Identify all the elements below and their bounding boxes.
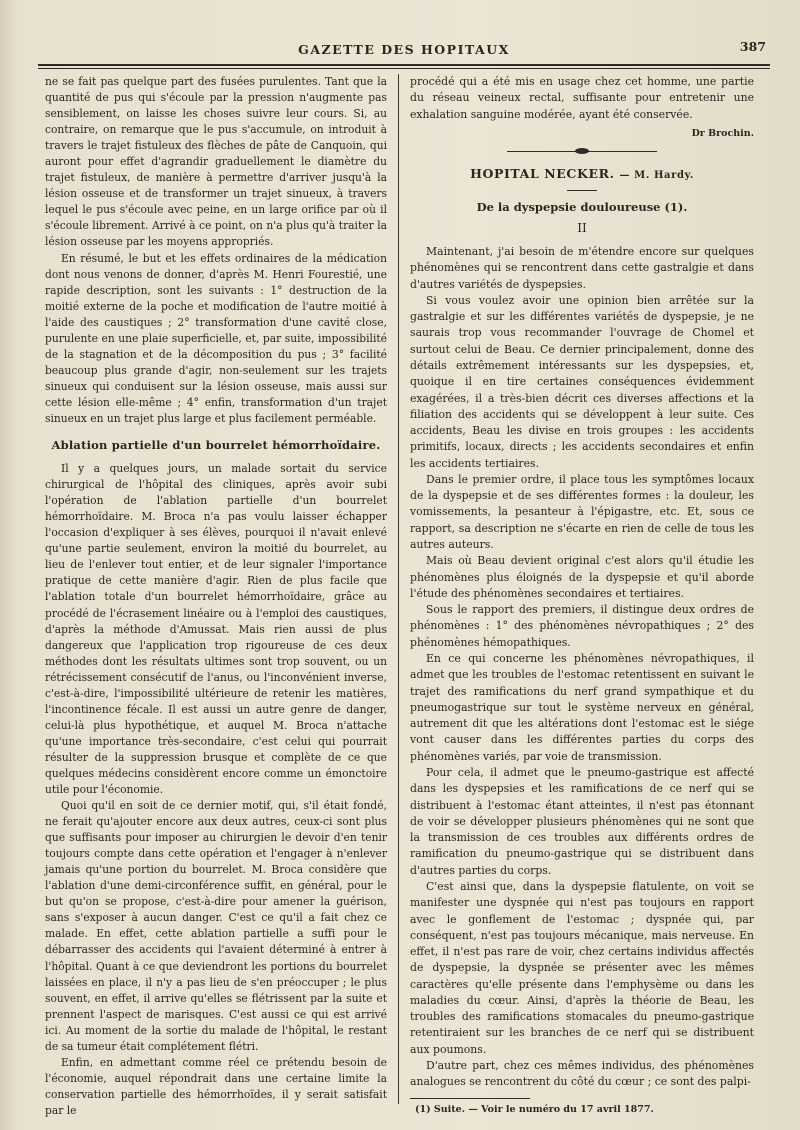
paragraph: D'autre part, chez ces mêmes individus, des phénomènes analogues se rencontrent du côté du cœur ; ce sont des palpi- <box>410 1059 754 1089</box>
paragraph: Quoi qu'il en soit de ce dernier motif, qui, s'il était fondé, ne ferait qu'ajouter encore aux deux autres, ceux-ci sont plus que suffisants pour imposer au chirurgien le devoir d'en tenir toujours compte dans cette opération et l'engager à n'enlever jamais qu'une portion du bourrelet. M. Broca considère que l'ablation d'une demi-circonférence suffit, en général, pour le but qu'on se propose, c'est-à-dire pour amener la guérison, sans s'exposer à aucun danger. C'est ce qu'il a fait chez ce malade. En effet, cette ablation partielle a suffi pour le débarrasser des accidents qui l'avaient déterminé à entrer à l'hôpital. Quant à ce que deviendront les portions du bourrelet laissées en place, il n'y a pas lieu de s'en préoccuper ; le plus souvent, en effet, il arrive qu'elles se flétrissent par la suite et prennent l'aspect de marisques. C'est aussi ce qui est arrivé ici. Au moment de la sortie du malade de l'hôpital, le restant de sa tumeur était complétement flétri. <box>45 799 387 1053</box>
paragraph: procédé qui a été mis en usage chez cet homme, une partie du réseau veineux rectal, suffisante pour entretenir une exhalation sanguine modérée, ayant été conservée. <box>410 75 754 121</box>
column-divider <box>398 74 399 1104</box>
page-number: 387 <box>739 39 766 54</box>
paragraph: ne se fait pas quelque part des fusées purulentes. Tant que la quantité de pus qui s'écoule par la pression n'augmente pas sensiblement, on laisse les choses suivre leur cours. Si, au contraire, on remarque que le pus s'accumule, on introduit à travers le trajet fistuleux des flèches de pâte de Canquoin, qui auront pour effet d'agrandir graduellement le diamètre du trajet fistuleux, de manière à permettre d'arriver jusqu'à la lésion osseuse et de transformer un trajet sinueux, à travers lequel le pus s'écoule avec peine, en un large orifice par où il s'écoule librement. Arrivé à ce point, on n'a plus qu'à traiter la lésion osseuse par les moyens appropriés. <box>45 75 387 249</box>
paragraph: Si vous voulez avoir une opinion bien arrêtée sur la gastralgie et sur les différentes variétés de dyspepsie, je ne saurais trop vous recommander l'ouvrage de Chomel et surtout celui de Beau. Ce dernier principalement, donne des détails extrêmement intéressants sur les dyspepsies, et, quoique il en tire certaines conséquences évidemment exagérées, il a très-bien décrit ces diverses affections et la filiation des accidents qui se développent à leur suite. Ces accidents, Beau les divise en trois groupes : les accidents primitifs, locaux, directs ; les accidents secondaires et enfin les accidents tertiaires. <box>410 293 754 470</box>
paragraph: Maintenant, j'ai besoin de m'étendre encore sur quelques phénomènes qui se rencontrent dans cette gastralgie et dans d'autres variétés de dyspepsies. <box>410 244 754 291</box>
lecture-title: De la dyspepsie douloureuse (1). <box>476 200 688 215</box>
page-header <box>38 36 770 66</box>
lecture-part: II <box>577 220 587 235</box>
footnote-rule <box>410 1098 530 1099</box>
short-divider <box>567 190 597 191</box>
hospital-doctor: — M. Hardy. <box>619 170 694 182</box>
paragraph: Enfin, en admettant comme réel ce prétendu besoin de l'économie, auquel répondrait dans une certaine limite la conservation partielle des hémorrhoïdes, il y serait satisfait par le <box>45 1055 387 1117</box>
paragraph: Sous le rapport des premiers, il distingue deux ordres de phénomènes : 1° des phénomènes névropathiques ; 2° des phénomènes hémopathiques. <box>410 603 754 649</box>
paragraph: En ce qui concerne les phénomènes névropathiques, il admet que les troubles de l'estomac retentissent en suivant le trajet des ramifications du nerf grand sympathique et du pneumogastrique sur tout le système nerveux en général, autrement dit que les altérations dont l'estomac est le siége vont causer dans les différentes parties du corps des phénomènes variés, par voie de transmission. <box>410 652 754 763</box>
footnote: (1) Suite. — Voir le numéro du 17 avril 1877. <box>415 1104 654 1115</box>
paragraph: Il y a quelques jours, un malade sortait du service chirurgical de l'hôpital des cliniques, après avoir subi l'opération de l'ablation partielle d'un bourrelet hémorrhoïdaire. M. Broca n'a pas voulu laisser échapper l'occasion d'expliquer à ses élèves, pourquoi il n'avait enlevé qu'une partie seulement, environ la moitié du bourrelet, au lieu de l'enlever tout entier, et de leur signaler l'importance pratique de cette manière d'agir. Rien de plus facile que l'ablation totale d'un bourrelet hémorrhoïdaire, grâce au procédé de l'écrasement linéaire ou à l'emploi des caustiques, d'après la méthode d'Amussat. Mais rien aussi de plus dangereux que l'application trop rigoureuse de ces deux méthodes dont les résultats ultimes sont trop souvent, ou un rétrécissement consécutif de l'anus, ou l'inconvénient inverse, c'est-à-dire, l'impossibilité ultérieure de retenir les matières, l'incontinence fécale. Il est aussi un autre genre de danger, celui-là plus hypothétique, et auquel M. Broca n'attache qu'une importance très-secondaire, c'est celui qui pourrait résulter de la suppression brusque et complète de ce que quelques médecins considèrent encore comme un émonctoire utile pour l'économie. <box>45 462 387 797</box>
hospital-heading <box>410 166 754 184</box>
paragraph: Mais où Beau devient original c'est alors qu'il étudie les phénomènes plus éloignés de la dyspepsie et qu'il aborde l'étude des phénomènes secondaires et tertiaires. <box>410 554 754 600</box>
paragraph: En résumé, le but et les effets ordinaires de la médication dont nous venons de donner, d'après M. Henri Fourestié, une rapide description, sont les suivants : 1° destruction de la moitié externe de la poche et modification de l'autre moitié à l'aide des caustiques ; 2° transformation d'une cavité close, purulente en une plaie superficielle, et, par suite, impossibilité de la stagnation et de la décomposition du pus ; 3° facilité beaucoup plus grande d'agir, non-seulement sur les trajets sinueux qui conduisent sur la lésion osseuse, mais aussi sur cette lésion elle-même ; 4° enfin, transformation d'un trajet sinueux en un trajet plus large et plus facilement perméable. <box>45 251 387 425</box>
hospital-name: HOPITAL NECKER. <box>470 166 615 182</box>
paragraph: Dans le premier ordre, il place tous les symptômes locaux de la dyspepsie et de ses différentes formes : la douleur, les vomissements, la pesanteur à l'épigastre, etc. Et, sous ce rapport, sa description ne s'écarte en rien de celle de tous les autres auteurs. <box>410 472 754 552</box>
author-signature: Dr Brochin. <box>691 127 754 139</box>
left-column <box>45 74 387 1119</box>
header-title: GAZETTE DES HOPITAUX <box>298 42 510 57</box>
header-rule <box>38 68 770 69</box>
paragraph: Pour cela, il admet que le pneumo-gastrique est affecté dans les dyspepsies et les ramifications de ce nerf qui se distribuent à l'estomac étant atteintes, il n'est pas étonnant de voir se développer plusieurs phénomènes qui ne sont que la transmission de ces troubles aux différents ordres de ramification du pneumo-gastrique qui se distribuent dans d'autres parties du corps. <box>410 765 754 877</box>
paragraph: C'est ainsi que, dans la dyspepsie flatulente, on voit se manifester une dyspnée qui n'est pas toujours en rapport avec le gonflement de l'estomac ; dyspnée qui, par conséquent, n'est pas toujours mécanique, mais nerveuse. En effet, il n'est pas rare de voir, chez certains individus affectés de dyspepsie, la dyspnée se présenter avec les mêmes caractères qu'elle présente dans l'emphysème ou dans les maladies du cœur. Ainsi, d'après la théorie de Beau, les troubles des ramifications stomacales du pneumo-gastrique retentiraient sur les branches de ce nerf qui se distribuent aux poumons. <box>410 879 754 1056</box>
section-title: Ablation partielle d'un bourrelet hémorrhoïdaire. <box>51 438 381 453</box>
right-column <box>410 74 754 1091</box>
ornament-rule <box>507 151 657 152</box>
